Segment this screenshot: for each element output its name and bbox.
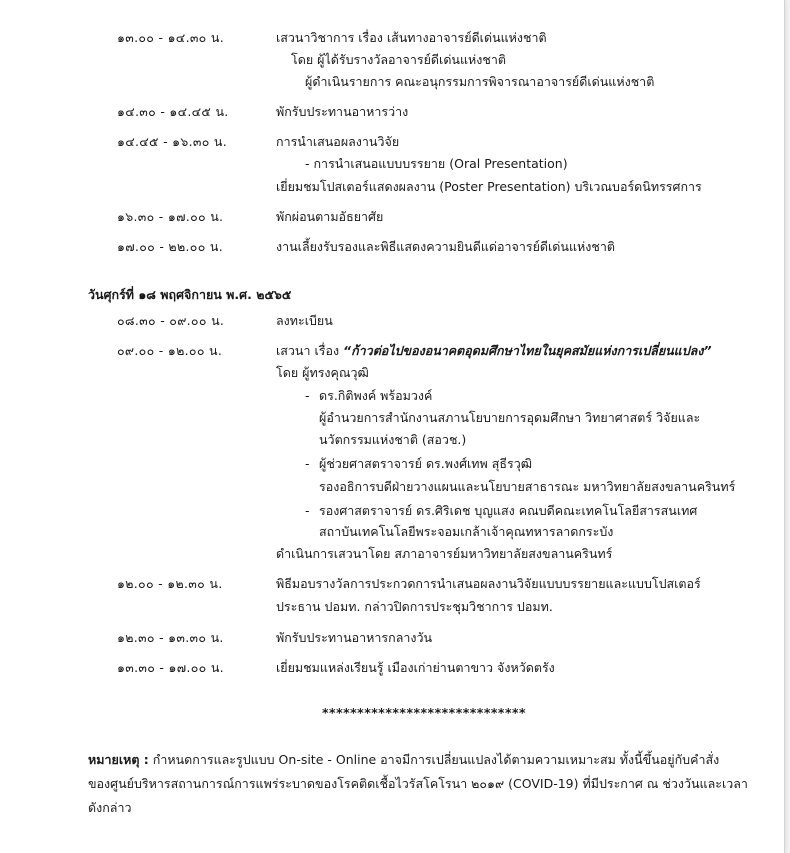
speaker-position: รองอธิการบดีฝ่ายวางแผนและนโยบายสาธารณะ มหาวิทยาลัยสงขลานครินทร์ (319, 479, 736, 494)
schedule-detail: ผู้ดำเนินรายการ คณะอนุกรรมการพิจารณาอาจารย์ดีเด่นแห่งชาติ (305, 74, 655, 89)
bullet-dash: - (305, 456, 310, 471)
schedule-item: การนำเสนอผลงานวิจัย (276, 134, 400, 149)
day-heading: วันศุกร์ที่ ๑๘ พฤศจิกายน พ.ศ. ๒๕๖๕ (88, 287, 292, 302)
schedule-time: ๐๘.๓๐ - ๐๙.๐๐ น. (117, 313, 225, 328)
schedule-item: พักผ่อนตามอัธยาศัย (276, 209, 384, 224)
schedule-time: ๐๙.๐๐ - ๑๒.๐๐ น. (117, 343, 223, 358)
forum-moderator: ดำเนินการเสวนาโดย สภาอาจารย์มหาวิทยาลัยสงขลานครินทร์ (276, 546, 613, 561)
schedule-time: ๑๖.๓๐ - ๑๗.๐๐ น. (117, 209, 224, 224)
bullet-dash: - (305, 503, 310, 518)
speaker-name: ดร.กิติพงค์ พร้อมวงค์ (319, 388, 433, 403)
forum-by: โดย ผู้ทรงคุณวุฒิ (276, 365, 369, 380)
schedule-item: ลงทะเบียน (276, 313, 333, 328)
schedule-detail: ประธาน ปอมท. กล่าวปิดการประชุมวิชาการ ปอมท. (276, 599, 553, 614)
speaker-position: นวัตกรรมแห่งชาติ (สอวช.) (319, 432, 467, 447)
schedule-time: ๑๓.๓๐ - ๑๗.๐๐ น. (117, 660, 224, 675)
schedule-time: ๑๗.๐๐ - ๒๒.๐๐ น. (117, 239, 224, 254)
note-line: ของศูนย์บริหารสถานการณ์การแพร่ระบาดของโรคติดเชื้อไวรัสโคโรนา ๒๐๑๙ (COVID-19) ที่มีประกาศ ณ ช่วงวันและเวลา (88, 776, 748, 791)
note-line: ดังกล่าว (88, 800, 132, 815)
schedule-item: พักรับประทานอาหารว่าง (276, 104, 409, 119)
schedule-item: งานเลี้ยงรับรองและพิธีแสดงความยินดีแด่อาจารย์ดีเด่นแห่งชาติ (276, 239, 615, 254)
schedule-time: ๑๓.๐๐ - ๑๔.๓๐ น. (117, 30, 225, 45)
schedule-item: พิธีมอบรางวัลการประกวดการนำเสนอผลงานวิจัยแบบบรรยายและแบบโปสเตอร์ (276, 576, 701, 591)
schedule-item (276, 343, 712, 359)
note-text: กำหนดการและรูปแบบ On-site - Online อาจมีการเปลี่ยนแปลงได้ตามความเหมาะสม ทั้งนี้ขึ้นอยู่กับคำสั่ง (148, 752, 720, 767)
speaker-position: ผู้อำนวยการสำนักงานสภานโยบายการอุดมศึกษา วิทยาศาสตร์ วิจัยและ (319, 410, 701, 425)
forum-prefix: เสวนา เรื่อง (276, 343, 344, 358)
speaker-name: ผู้ช่วยศาสตราจารย์ ดร.พงศ์เทพ สุธีรวุฒิ (319, 456, 533, 471)
schedule-item: เยี่ยมชมแหล่งเรียนรู้ เมืองเก่าย่านตาขาว จังหวัดตรัง (276, 660, 555, 675)
schedule-time: ๑๔.๓๐ - ๑๔.๔๕ น. (117, 104, 229, 119)
schedule-item: เสวนาวิชาการ เรื่อง เส้นทางอาจารย์ดีเด่นแห่งชาติ (276, 30, 547, 45)
separator-stars: ***************************** (322, 705, 527, 720)
schedule-detail: - การนำเสนอแบบบรรยาย (Oral Presentation) (305, 156, 568, 171)
bullet-dash: - (305, 388, 310, 403)
schedule-time: ๑๔.๔๕ - ๑๖.๓๐ น. (117, 134, 228, 149)
speaker-name: รองศาสตราจารย์ ดร.ศิริเดช บุญแสง คณบดีคณะเทคโนโลยีสารสนเทศ (319, 503, 698, 518)
schedule-detail: เยี่ยมชมโปสเตอร์แสดงผลงาน (Poster Presentation) บริเวณบอร์ดนิทรรศการ (276, 179, 702, 194)
speaker-position: สถาบันเทคโนโลยีพระจอมเกล้าเจ้าคุณทหารลาดกระบัง (319, 524, 614, 539)
note-label: หมายเหตุ : (88, 752, 149, 767)
schedule-time: ๑๒.๓๐ - ๑๓.๓๐ น. (117, 630, 224, 645)
note-line (88, 752, 719, 768)
schedule-time: ๑๒.๐๐ - ๑๒.๓๐ น. (117, 576, 223, 591)
forum-title: “ก้าวต่อไปของอนาคตอุดมศึกษาไทยในยุคสมัยแห่งการเปลี่ยนแปลง” (343, 343, 712, 358)
schedule-item: พักรับประทานอาหารกลางวัน (276, 630, 433, 645)
schedule-detail: โดย ผู้ได้รับรางวัลอาจารย์ดีเด่นแห่งชาติ (291, 52, 507, 67)
